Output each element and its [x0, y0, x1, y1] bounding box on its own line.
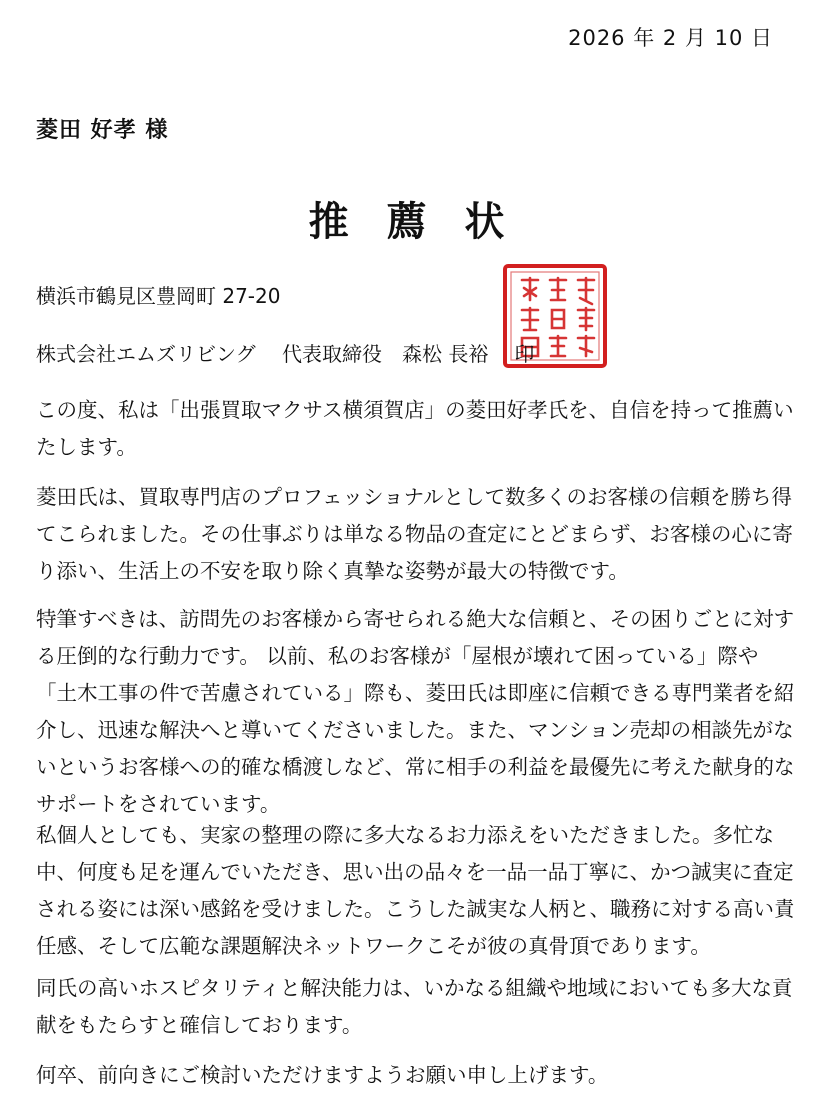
recipient-name: 菱田 好孝 様: [36, 118, 169, 143]
paragraph-personal-experience: 私個人としても、実家の整理の際に多大なるお力添えをいただきました。多忙な中、何度も足を運んでいただき、思い出の品々を一品一品丁寧に、かつ誠実に査定される姿には深い感銘を受けました。こうした誠実な人柄と、職務に対する高い責任感、そして広範な課題解決ネットワークこそが彼の真骨頂であります。: [36, 823, 795, 958]
signatory-line: [36, 338, 534, 367]
paragraph-introduction: この度、私は「出張買取マクサス横須賀店」の菱田好孝氏を、自信を持って推薦いたします。: [36, 398, 794, 459]
document-title: 推 薦 状: [308, 199, 517, 245]
paragraph-closing: 何卒、前向きにご検討いただけますようお願い申し上げます。: [36, 1063, 609, 1087]
letter-date: 2026 年 2 月 10 日: [568, 26, 773, 50]
paragraph-conclusion: 同氏の高いホスピタリティと解決能力は、いかなる組織や地域においても多大な貢献をもたらすと確信しております。: [36, 976, 793, 1037]
paragraph-trust-and-action: 特筆すべきは、訪問先のお客様から寄せられる絶大な信頼と、その困りごとに対する圧倒的な行動力です。 以前、私のお客様が「屋根が壊れて困っている」際や「土木工事の件で苦慮されている」際も、菱田氏は即座に信頼できる専門業者を紹介し、迅速な解決へと導いてくださいました。また、マンション売却の相談先がないというお客様への的確な橋渡しなど、常に相手の利益を最優先に考えた献身的なサポートをされています。: [36, 607, 795, 816]
paragraph-professional-quality: 菱田氏は、買取専門店のプロフェッショナルとして数多くのお客様の信頼を勝ち得てこられました。その仕事ぶりは単なる物品の査定にとどまらず、お客様の心に寄り添い、生活上の不安を取り除く真摯な姿勢が最大の特徴です。: [36, 485, 793, 583]
signatory-name: 株式会社エムズリビング 代表取締役 森松 長裕: [36, 342, 489, 366]
seal-mark-label: 印: [514, 342, 535, 366]
sender-address: 横浜市鶴見区豊岡町 27-20: [36, 284, 281, 308]
